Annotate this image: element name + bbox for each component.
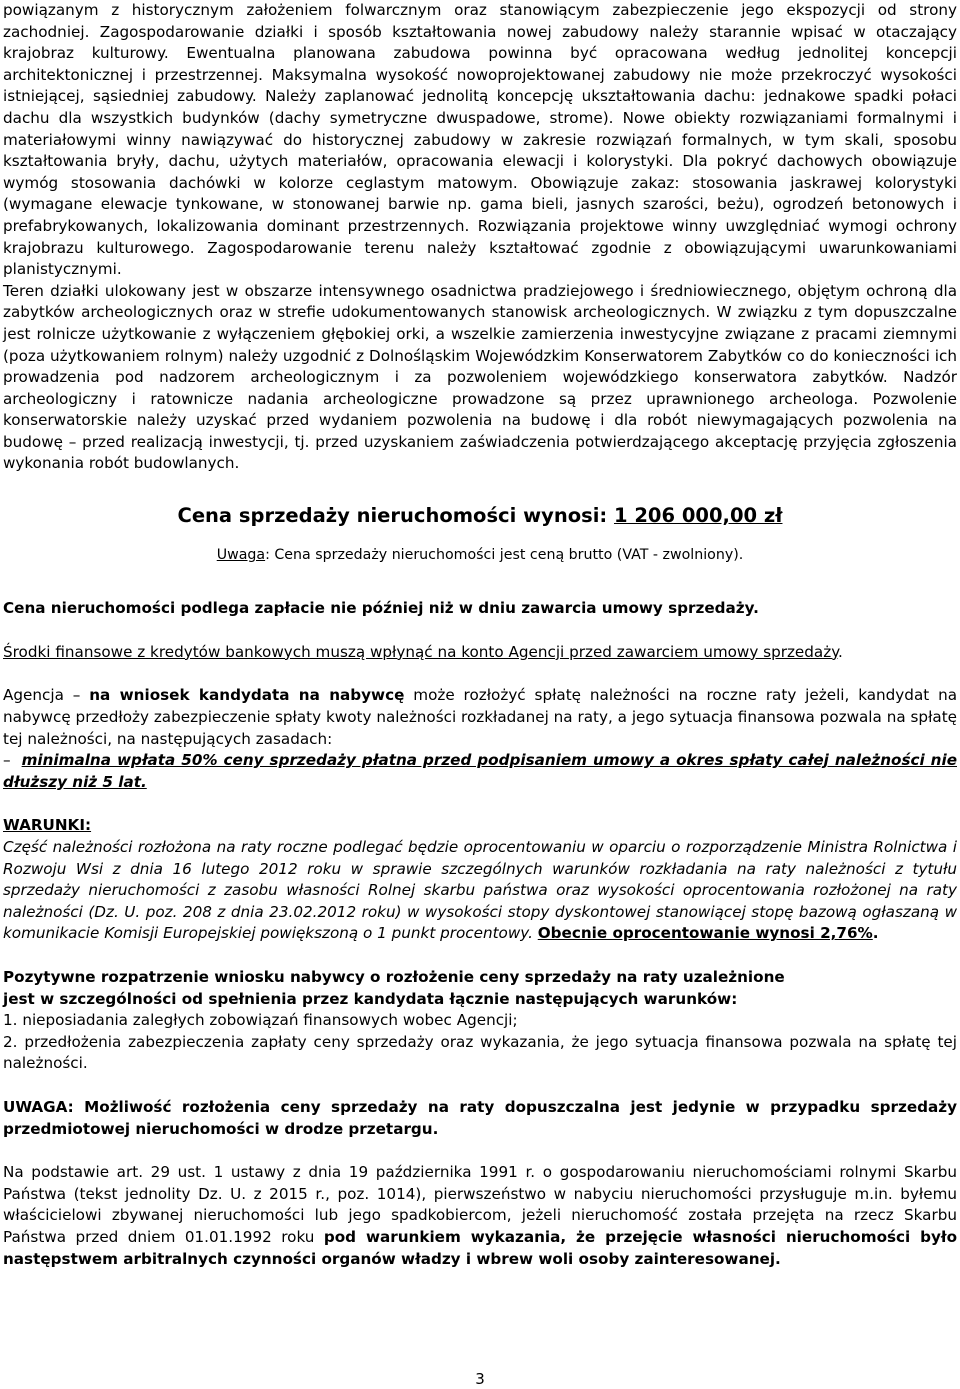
warning-paragraph: UWAGA: Możliwość rozłożenia ceny sprzedaży na raty dopuszczalna jest jedynie w przypadku sprzedaży przedmiotowej nieruchomości w drodze przetargu. <box>3 1097 957 1138</box>
bank-funds <box>3 642 957 664</box>
conditions-text: Część należności rozłożona na raty roczne podlegać będzie oprocentowaniu w oparciu o rozporządzenie Ministra Rolnictwa i Rozwoju Wsi z dnia 16 lutego 2012 roku w sprawie szczególnych warunków rozkładania na raty należności z tytułu sprzedaży nieruchomości z zasobu własności Rolnej skarbu państwa oraz wysokości oprocentowania rozłożonej na raty należności (Dz. U. poz. 208 z dnia 23.02.2012 roku) w wysokości stopy dyskontowej stanowiącej stopę bazową ogłaszaną w komunikacie Komisji Europejskiej powiększoną o 1 punkt procentowy. <box>3 838 957 943</box>
installments-paragraph <box>3 685 957 750</box>
vat-note <box>3 545 957 567</box>
installments-body: może rozłożyć spłatę należności na roczne raty jeżeli, kandydat na nabywcę przedłoży zabezpieczenie spłaty kwoty należności rozkładanej na raty, a jego sytuacja finansowa pozwala na spłatę tej należności, na następujących zasadach: <box>3 686 958 748</box>
conditions-paragraph <box>3 837 957 945</box>
legal-paragraph <box>3 1162 957 1270</box>
heritage-paragraph <box>3 0 957 281</box>
sentence: Ewentualna planowana zabudowa powinna być opracowana według jednolitej koncepcji architektonicznej i przestrzennej. <box>3 44 957 84</box>
installments-intro: Agencja – <box>3 686 81 705</box>
interest-rate: Obecnie oprocentowanie wynosi 2,76% <box>537 924 873 943</box>
sentence: Należy zaplanować jednolitą koncepcję ukształtowania dachu: jednakowe spadki połaci dachu dla wszystkich budynków (dachy symetryczne dwuspadowe, strome). <box>3 87 957 127</box>
legal-text: Na podstawie art. 29 ust. 1 ustawy z dnia 19 października 1991 r. o gospodarowaniu nieruchomościami rolnymi Skarbu Państwa (tekst jednolity Dz. U. z 2015 r., poz. 1014), pierwszeństwo w nabyciu nieruchomości przysługuje m.in. byłemu właścicielowi zbywanej nieruchomości lub jego spadkobiercom, jeżeli nieruchomość została przejęta na rzecz Skarbu Państwa przed dniem 01.01.1992 roku <box>3 1163 957 1246</box>
bank-funds-end: . <box>838 642 843 661</box>
rule-text: minimalna wpłata 50% ceny sprzedaży płatna przed podpisaniem umowy a okres spłaty całej należności nie dłuższy niż 5 lat. <box>3 751 957 791</box>
archeology-paragraph: Teren działki ulokowany jest w obszarze intensywnego osadnictwa pradziejowego i średniowiecznego, objętym ochroną dla zabytków archeologicznych oraz w strefie udokumentowanych stanowisk archeologicznych. W związku z tym dopuszczalne jest rolnicze użytkowanie z wyłączeniem głębokiej orki, a wszelkie zamierzenia inwestycyjne związane z pracami ziemnymi (poza użytkowaniem rolnym) należy uzgodnić z Dolnośląskim Wojewódzkim Konserwatorem Zabytków co do konieczności ich prowadzenia pod nadzorem archeologicznym i za pozwoleniem wojewódzkiego konserwatora zabytków. Nadzór archeologiczny i ratownicze nadania archeologiczne prowadzone są przez uprawnionego archeologa. Pozwolenie konserwatorskie należy uzyskać przed wydaniem pozwolenia na budowę i dla robót niewymagających pozwolenia na budowę – przed realizacją inwestycji, tj. przed uzyskaniem zaświadczenia potwierdzającego akceptację przyjęcia zgłoszenia wykonania robót budowlanych. <box>3 281 957 473</box>
sentence: Zagospodarowanie działki i sposób kształtowania nowej zabudowy należy starannie wpisać w otaczający krajobraz kulturowy. <box>3 22 958 63</box>
interest-rate-end: . <box>872 924 879 943</box>
sentence: Dla pokryć dachowych obowiązuje wymóg stosowania dachówki w kolorze ceglastym matowym. <box>3 152 958 192</box>
legal-bold: pod warunkiem wykazania, że przejęcie własności nieruchomości było następstwem arbitralnych czynności organów władzy i wbrew woli osoby zainteresowanej. <box>3 1227 958 1268</box>
price-amount: 1 206 000,00 zł <box>613 504 783 528</box>
sentence: Zagospodarowanie terenu należy kształtować zgodnie z obowiązującymi uwarunkowaniami planistycznymi. <box>3 238 957 279</box>
sentence: Maksymalna wysokość nowoprojektowanej zabudowy nie może przekroczyć wysokości istniejącej, sąsiedniej zabudowy. <box>3 65 957 106</box>
positive-line1: Pozytywne rozpatrzenie wniosku nabywcy o rozłożenie ceny sprzedaży na raty uzależnione <box>3 967 785 986</box>
positive-line2: jest w szczególności od spełnienia przez kandydata łącznie następujących warunków: <box>3 989 738 1008</box>
sentence: powiązanym z historycznym założeniem folwarcznym oraz stanowiącym zabezpieczenie jego ekspozycji od strony zachodniej. <box>3 1 957 41</box>
payment-due: Cena nieruchomości podlega zapłacie nie później niż w dniu zawarcia umowy sprzedaży. <box>3 599 759 618</box>
installments-rule <box>3 750 957 793</box>
condition-item-2: 2. przedłożenia zabezpieczenia zapłaty ceny sprzedaży oraz wykazania, że jego sytuacja finansowa pozwala na spłatę tej należności. <box>3 1032 957 1073</box>
sentence: Obowiązuje zakaz: stosowania jaskrawej kolorystyki (wymagane elewacje tynkowane, w stonowanej barwie np. gama bieli, jasnych szarości, beżu), ogrodzeń betonowych i prefabrykowanych, lokalizowania dominant przestrzennych. <box>3 173 958 235</box>
rule-dash: – <box>3 751 11 770</box>
vat-note-label: Uwaga <box>216 546 266 563</box>
conditions-title: WARUNKI: <box>3 816 92 835</box>
page-number: 3 <box>475 1370 485 1388</box>
bank-funds-text: Środki finansowe z kredytów bankowych muszą wpłynąć na konto Agencji przed zawarciem umowy sprzedaży <box>3 642 839 661</box>
condition-item-1: 1. nieposiadania zaległych zobowiązań finansowych wobec Agencji; <box>3 1011 518 1030</box>
vat-note-text: : Cena sprzedaży nieruchomości jest ceną brutto (VAT - zwolniony). <box>265 546 744 563</box>
sentence: Rozwiązania projektowe winny uwzględniać wymogi ochrony krajobrazu kulturowego. <box>3 216 958 257</box>
document-page <box>3 0 957 1270</box>
price-label: Cena sprzedaży nieruchomości wynosi: <box>177 504 608 528</box>
sentence: Nowe obiekty rozwiązaniami formalnymi i materiałowymi winny nawiązywać do historycznej zabudowy w zakresie rozwiązań formalnych, w tym skali, sposobu kształtowania bryły, dachu, użytych materiałów, opracowania elewacji i kolorystyki. <box>3 108 957 171</box>
price-heading <box>3 505 957 527</box>
installments-request: na wniosek kandydata na nabywcę <box>89 686 405 705</box>
